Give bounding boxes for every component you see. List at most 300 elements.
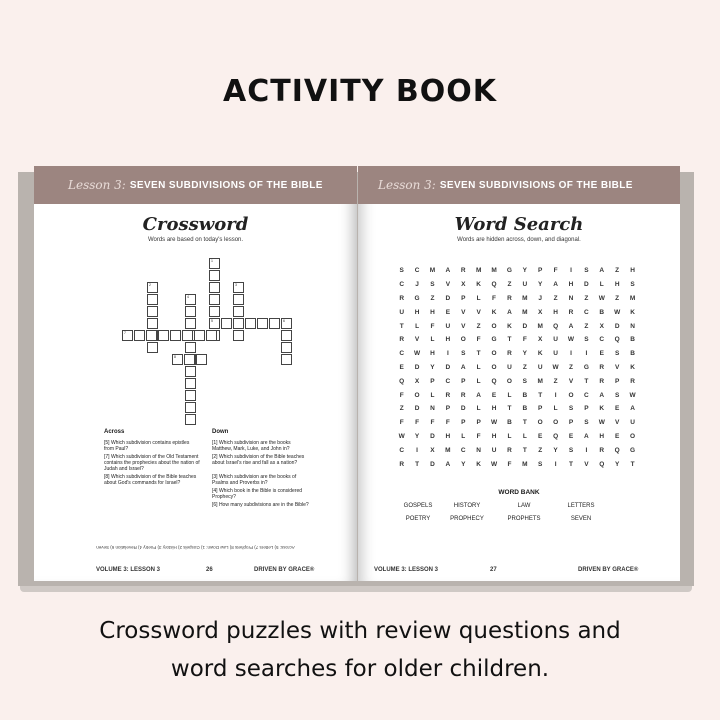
word-search-letter: A [507,308,512,316]
right-footer-volume: VOLUME 3: LESSON 3 [374,567,439,573]
word-search-letter: X [538,308,543,316]
crossword-grid [34,166,357,426]
word-search-row [394,402,640,416]
caption [0,612,720,688]
caption-line: word searches for older children. [170,656,550,682]
word-search-letter: F [430,322,435,330]
word-search-letter: F [430,419,435,427]
crossword-cell [147,306,158,317]
word-search-letter: G [491,336,497,344]
word-search-letter: S [584,336,589,344]
word-search-letter: O [553,419,559,427]
word-search-letter: Y [522,267,527,275]
crossword-cell [209,306,220,317]
word-search-letter: X [461,281,466,289]
word-search-letter: X [538,336,543,344]
word-search-letter: Y [461,460,466,468]
crossword-cell [185,378,196,389]
word-search-letter: P [461,294,466,302]
word-search-letter: E [614,432,620,440]
word-search-letter: W [552,363,559,371]
word-search-letter: E [568,432,574,440]
word-search-letter: W [598,294,605,302]
crossword-cell [184,354,195,365]
word-search-letter: F [445,419,450,427]
right-footer-brand: DRIVEN BY GRACE® [578,567,639,573]
crossword-instructions: Words are based on today's lesson. [147,237,244,243]
crossword-cell [233,306,244,317]
word-bank-item: SEVEN [570,516,592,522]
word-search-letter: W [567,336,575,344]
word-search-letter: S [568,446,574,454]
word-search-letter: M [475,267,482,275]
word-bank-heading: WORD BANK [498,489,540,496]
crossword-cell [233,330,244,341]
word-search-letter: Y [414,432,420,440]
word-search-letter: O [414,391,420,399]
crossword-cell-number: 6 [283,319,285,323]
word-search-letter: A [460,363,466,371]
crossword-cell [209,282,220,293]
word-search-letter: I [570,350,572,358]
word-search-letter: U [553,350,558,358]
word-search-letter: G [630,446,636,454]
crossword-cell [147,294,158,305]
word-search-letter: C [460,446,466,454]
right-page [358,166,680,581]
word-search-letter: D [584,281,589,289]
word-bank-item: HISTORY [453,503,481,509]
word-search-letter: R [460,267,466,275]
word-search-letter: Q [491,377,497,385]
word-search-letter: E [491,391,497,399]
word-search-letter: I [585,446,588,454]
word-search-letter: D [430,432,435,440]
across-clue: [8] Which subdivision of the Bible teaches about God's commands for Israel? [104,474,197,486]
word-search-letter: O [630,432,636,440]
word-search-letter: D [445,294,451,302]
word-search-letter: H [430,350,435,358]
word-search-letter: S [584,419,589,427]
crossword-cell-number: 1 [211,259,213,263]
word-search-letter: S [568,405,574,413]
word-search-letter: K [630,308,635,316]
word-search-letter: H [599,432,605,440]
word-search-letter: Y [538,281,543,289]
word-search-letter: C [414,267,420,275]
word-search-letter: L [476,377,481,385]
word-search-letter: P [538,405,543,413]
word-search-letter: N [476,446,481,454]
word-search-letter: Q [614,336,620,344]
crossword-cell [182,330,193,341]
word-search-letter: O [568,391,574,399]
crossword-cell [185,306,196,317]
word-search-letter: M [522,308,528,316]
word-search-letter: R [507,294,512,302]
left-banner-title: SEVEN SUBDIVISIONS OF THE BIBLE [129,179,323,191]
word-search-letter: T [584,377,589,385]
word-search-letter: A [476,391,481,399]
word-search-letter: W [629,391,636,399]
word-search-letter: G [506,267,512,275]
word-bank-item: PROPHETS [507,516,541,522]
left-page [34,166,357,581]
crossword-cell [158,330,169,341]
left-banner-lesson: Lesson 3: [68,178,126,192]
word-search-letter: R [568,308,574,316]
crossword-cell [209,318,220,329]
word-search-letter: V [614,363,620,371]
word-search-letter: F [507,460,512,468]
word-search-letter: U [507,363,512,371]
left-footer-volume: VOLUME 3: LESSON 3 [96,567,161,573]
right-banner-lesson: Lesson 3: [378,178,436,192]
word-search-letter: I [570,267,572,275]
word-search-letter: E [399,363,404,371]
word-search-letter: C [399,446,405,454]
word-search-letter: T [522,446,527,454]
word-search-letter: B [507,419,512,427]
word-search-letter: M [491,267,497,275]
across-heading: Across [104,429,125,435]
word-search-row [394,361,640,375]
word-search-letter: M [445,446,451,454]
word-search-letter: H [614,281,620,289]
caption-line: Crossword puzzles with review questions and [99,618,621,644]
word-search-letter: N [568,294,574,302]
right-page-number: 27 [490,567,497,573]
word-search-letter: R [445,391,451,399]
word-bank-item: PROPHECY [450,516,484,522]
word-search-letter: Z [615,294,620,302]
right-banner [358,166,680,204]
word-search-letter: V [414,336,420,344]
word-search-letter: X [430,446,435,454]
word-search-letter: A [584,432,589,440]
word-search-letter: Q [614,446,620,454]
crossword-cell [172,354,183,365]
word-search-letter: P [568,419,574,427]
word-search-letter: Z [584,322,589,330]
word-search-letter: O [537,419,543,427]
crossword-cell [194,330,205,341]
word-search-letter: N [630,322,635,330]
crossword-cell-number: 7 [124,331,126,335]
word-search-letter: P [584,405,589,413]
word-search-letter: H [553,308,558,316]
word-search-letter: Z [584,294,589,302]
word-search-letter: Z [507,281,512,289]
word-search-letter: H [445,432,451,440]
word-search-title: Word Search [454,214,584,235]
crossword-cell-number: 4 [187,295,189,299]
word-search-letter: X [414,377,420,385]
word-search-letter: F [522,336,527,344]
word-search-letter: D [414,405,420,413]
word-search-letter: Y [430,363,435,371]
word-search-letter: V [614,419,620,427]
word-search-letter: R [599,363,605,371]
word-search-letter: I [416,446,418,454]
word-search-letter: K [507,322,512,330]
crossword-cell [170,330,181,341]
word-search-letter: Z [522,363,527,371]
word-search-letter: R [507,350,512,358]
word-search-letter: S [584,267,589,275]
word-search-row [394,333,640,347]
word-search-letter: C [399,281,405,289]
word-search-letter: B [599,308,605,316]
word-search-letter: K [537,350,543,358]
crossword-cell [281,318,292,329]
crossword-cell [245,318,256,329]
word-search-letter: A [445,267,451,275]
word-search-letter: L [476,405,481,413]
word-search-letter: K [599,405,605,413]
word-search-letter: S [430,281,435,289]
word-search-letter: O [506,377,512,385]
word-search-letter: L [476,294,481,302]
word-search-row [394,457,640,471]
word-search-letter: D [614,322,620,330]
word-search-letter: K [476,460,481,468]
word-search-letter: U [522,281,528,289]
word-search-letter: D [430,460,435,468]
across-clue: [7] Which subdivision of the Old Testament contains the prophecies about the nation of Judah and Israel? [104,454,200,472]
word-search-letter: C [445,377,451,385]
word-search-letter: K [476,281,481,289]
word-search-letter: N [430,405,435,413]
word-search-letter: E [445,308,451,316]
word-search-letter: R [399,336,405,344]
word-search-letter: M [537,322,543,330]
word-search-letter: L [599,281,604,289]
word-search-letter: P [461,419,466,427]
word-search-letter: I [554,391,557,399]
word-search-letter: E [614,405,620,413]
crossword-cell [185,342,196,353]
word-search-row [394,319,640,333]
word-search-letter: B [522,391,528,399]
down-clue: [6] How many subdivisions are in the Bible? [212,502,309,508]
crossword-cell [221,318,232,329]
crossword-cell [196,354,207,365]
left-footer-brand: DRIVEN BY GRACE® [254,567,315,573]
word-search-letter: A [599,267,605,275]
word-search-letter: L [507,391,512,399]
word-search-letter: S [399,267,404,275]
crossword-cell [185,390,196,401]
word-search-letter: S [614,350,620,358]
word-search-letter: V [568,377,574,385]
word-search-letter: V [461,322,466,330]
word-bank-item: LAW [517,503,531,509]
word-search-letter: D [414,363,420,371]
word-bank-item: POETRY [405,516,431,522]
word-search-letter: H [491,432,497,440]
word-search-letter: O [460,336,466,344]
word-search-letter: T [538,391,543,399]
word-search-letter: L [430,336,435,344]
down-clue: [3] Which subdivision are the books of Psalms and Proverbs in? [212,474,297,486]
down-heading: Down [212,429,229,435]
word-search-row [394,264,640,278]
word-search-letter: A [599,391,605,399]
word-search-letter: U [630,419,635,427]
word-search-letter: L [553,405,558,413]
word-search-letter: P [614,377,620,385]
word-search-letter: I [446,350,449,358]
word-bank-item: LETTERS [567,503,595,509]
word-search-letter: C [399,350,405,358]
crossword-cell [233,282,244,293]
word-search-letter: O [491,350,497,358]
word-search-letter: T [569,460,573,468]
word-search-letter: J [415,281,419,289]
word-search-letter: B [630,336,635,344]
word-search-letter: M [522,460,528,468]
word-search-letter: S [630,281,635,289]
word-search-letter: F [492,294,497,302]
word-search-letter: H [445,336,451,344]
word-search-letter: D [522,322,528,330]
word-search-letter: C [599,336,605,344]
word-search-letter: F [476,432,481,440]
crossword-cell [209,270,220,281]
word-search-letter: W [398,432,405,440]
word-search-letter: R [507,446,512,454]
word-search-letter: H [430,308,435,316]
word-search-letter: M [429,267,436,275]
word-search-letter: Q [399,377,405,385]
word-search-letter: M [522,294,528,302]
crossword-cell [147,282,158,293]
crossword-title: Crossword [142,214,249,235]
word-search-letter: Y [522,350,527,358]
crossword-cell [281,330,292,341]
word-search-letter: Z [553,294,558,302]
word-search-letter: R [460,391,466,399]
word-search-letter: T [630,460,635,468]
crossword-cell [209,258,220,269]
word-search-letter: D [445,363,451,371]
word-search-letter: A [630,405,635,413]
word-search-letter: R [599,377,605,385]
word-search-letter: M [537,377,543,385]
word-search-letter: O [491,363,497,371]
word-search-letter: S [522,377,527,385]
word-search-letter: A [445,460,451,468]
word-search-letter: W [598,419,605,427]
word-search-letter: Z [538,446,543,454]
word-search-letter: M [629,294,636,302]
crossword-cell [185,414,196,425]
word-search-row [394,374,640,388]
word-search-letter: Z [476,322,481,330]
word-search-letter: H [630,267,635,275]
crossword-cell [185,294,196,305]
word-search-letter: P [461,377,466,385]
word-search-letter: B [630,350,635,358]
crossword-cell [269,318,280,329]
word-search-letter: I [585,350,588,358]
word-search-row [394,388,640,402]
word-search-letter: Q [491,281,497,289]
word-search-letter: P [430,377,435,385]
crossword-cell [209,294,220,305]
word-search-letter: V [476,308,481,316]
word-search-letter: R [599,446,605,454]
crossword-cell [206,330,217,341]
word-search-letter: W [414,350,421,358]
word-search-letter: T [507,405,512,413]
down-clue: [2] Which subdivision of the Bible teaches about Israel's rise and fall as a nation? [212,454,305,466]
down-clue: [1] Which subdivision are the books Matthew, Mark, Luke, and John in? [212,440,291,452]
heading: ACTIVITY BOOK [223,74,497,109]
word-search-letter: A [568,322,574,330]
word-search-row [394,347,640,361]
answer-key: Across: 5) Letters 7) Prophets 8) Law Down: 1) Gospels 2) History 3) Poetry 4) Revelation 6) Seven [96,545,295,550]
word-search-letter: R [399,460,405,468]
crossword-cell [122,330,133,341]
crossword-cell-number: 3 [235,283,237,287]
word-search-letter: P [445,405,451,413]
word-search-letter: T [476,350,481,358]
word-search-letter: G [414,294,420,302]
left-page-number: 26 [206,567,213,573]
word-search-letter: L [461,432,466,440]
word-search-letter: P [476,419,481,427]
word-search-letter: U [491,446,497,454]
word-search-letter: H [568,281,574,289]
word-search-letter: D [460,405,466,413]
word-search-letter: Q [599,460,605,468]
word-search-letter: T [399,322,404,330]
word-search-letter: U [553,336,558,344]
word-search-letter: L [430,391,435,399]
crossword-cell [185,402,196,413]
word-search-letter: E [599,350,604,358]
word-search-letter: G [583,363,589,371]
crossword-cell [257,318,268,329]
word-search-letter: Y [614,460,620,468]
crossword-cell [146,330,157,341]
crossword-cell [134,330,145,341]
word-search-letter: Q [553,322,559,330]
word-search-letter: V [584,460,589,468]
word-search-letter: F [553,267,558,275]
word-search-letter: X [599,322,604,330]
word-search-letter: O [491,322,497,330]
crossword-cell [147,342,158,353]
word-search-letter: I [554,460,557,468]
word-search-letter: L [507,432,512,440]
word-search-letter: A [553,281,558,289]
word-search-letter: T [522,419,527,427]
word-search-letter: T [507,336,512,344]
word-search-letter: L [415,322,420,330]
word-search-letter: J [538,294,543,302]
word-search-letter: W [614,308,621,316]
crossword-cell [147,318,158,329]
word-search-letter: H [414,308,420,316]
word-search-letter: F [476,336,481,344]
word-search-letter: Y [553,446,558,454]
word-search-letter: C [584,391,589,399]
word-search-letter: U [445,322,451,330]
word-search-letter: Z [569,363,573,371]
